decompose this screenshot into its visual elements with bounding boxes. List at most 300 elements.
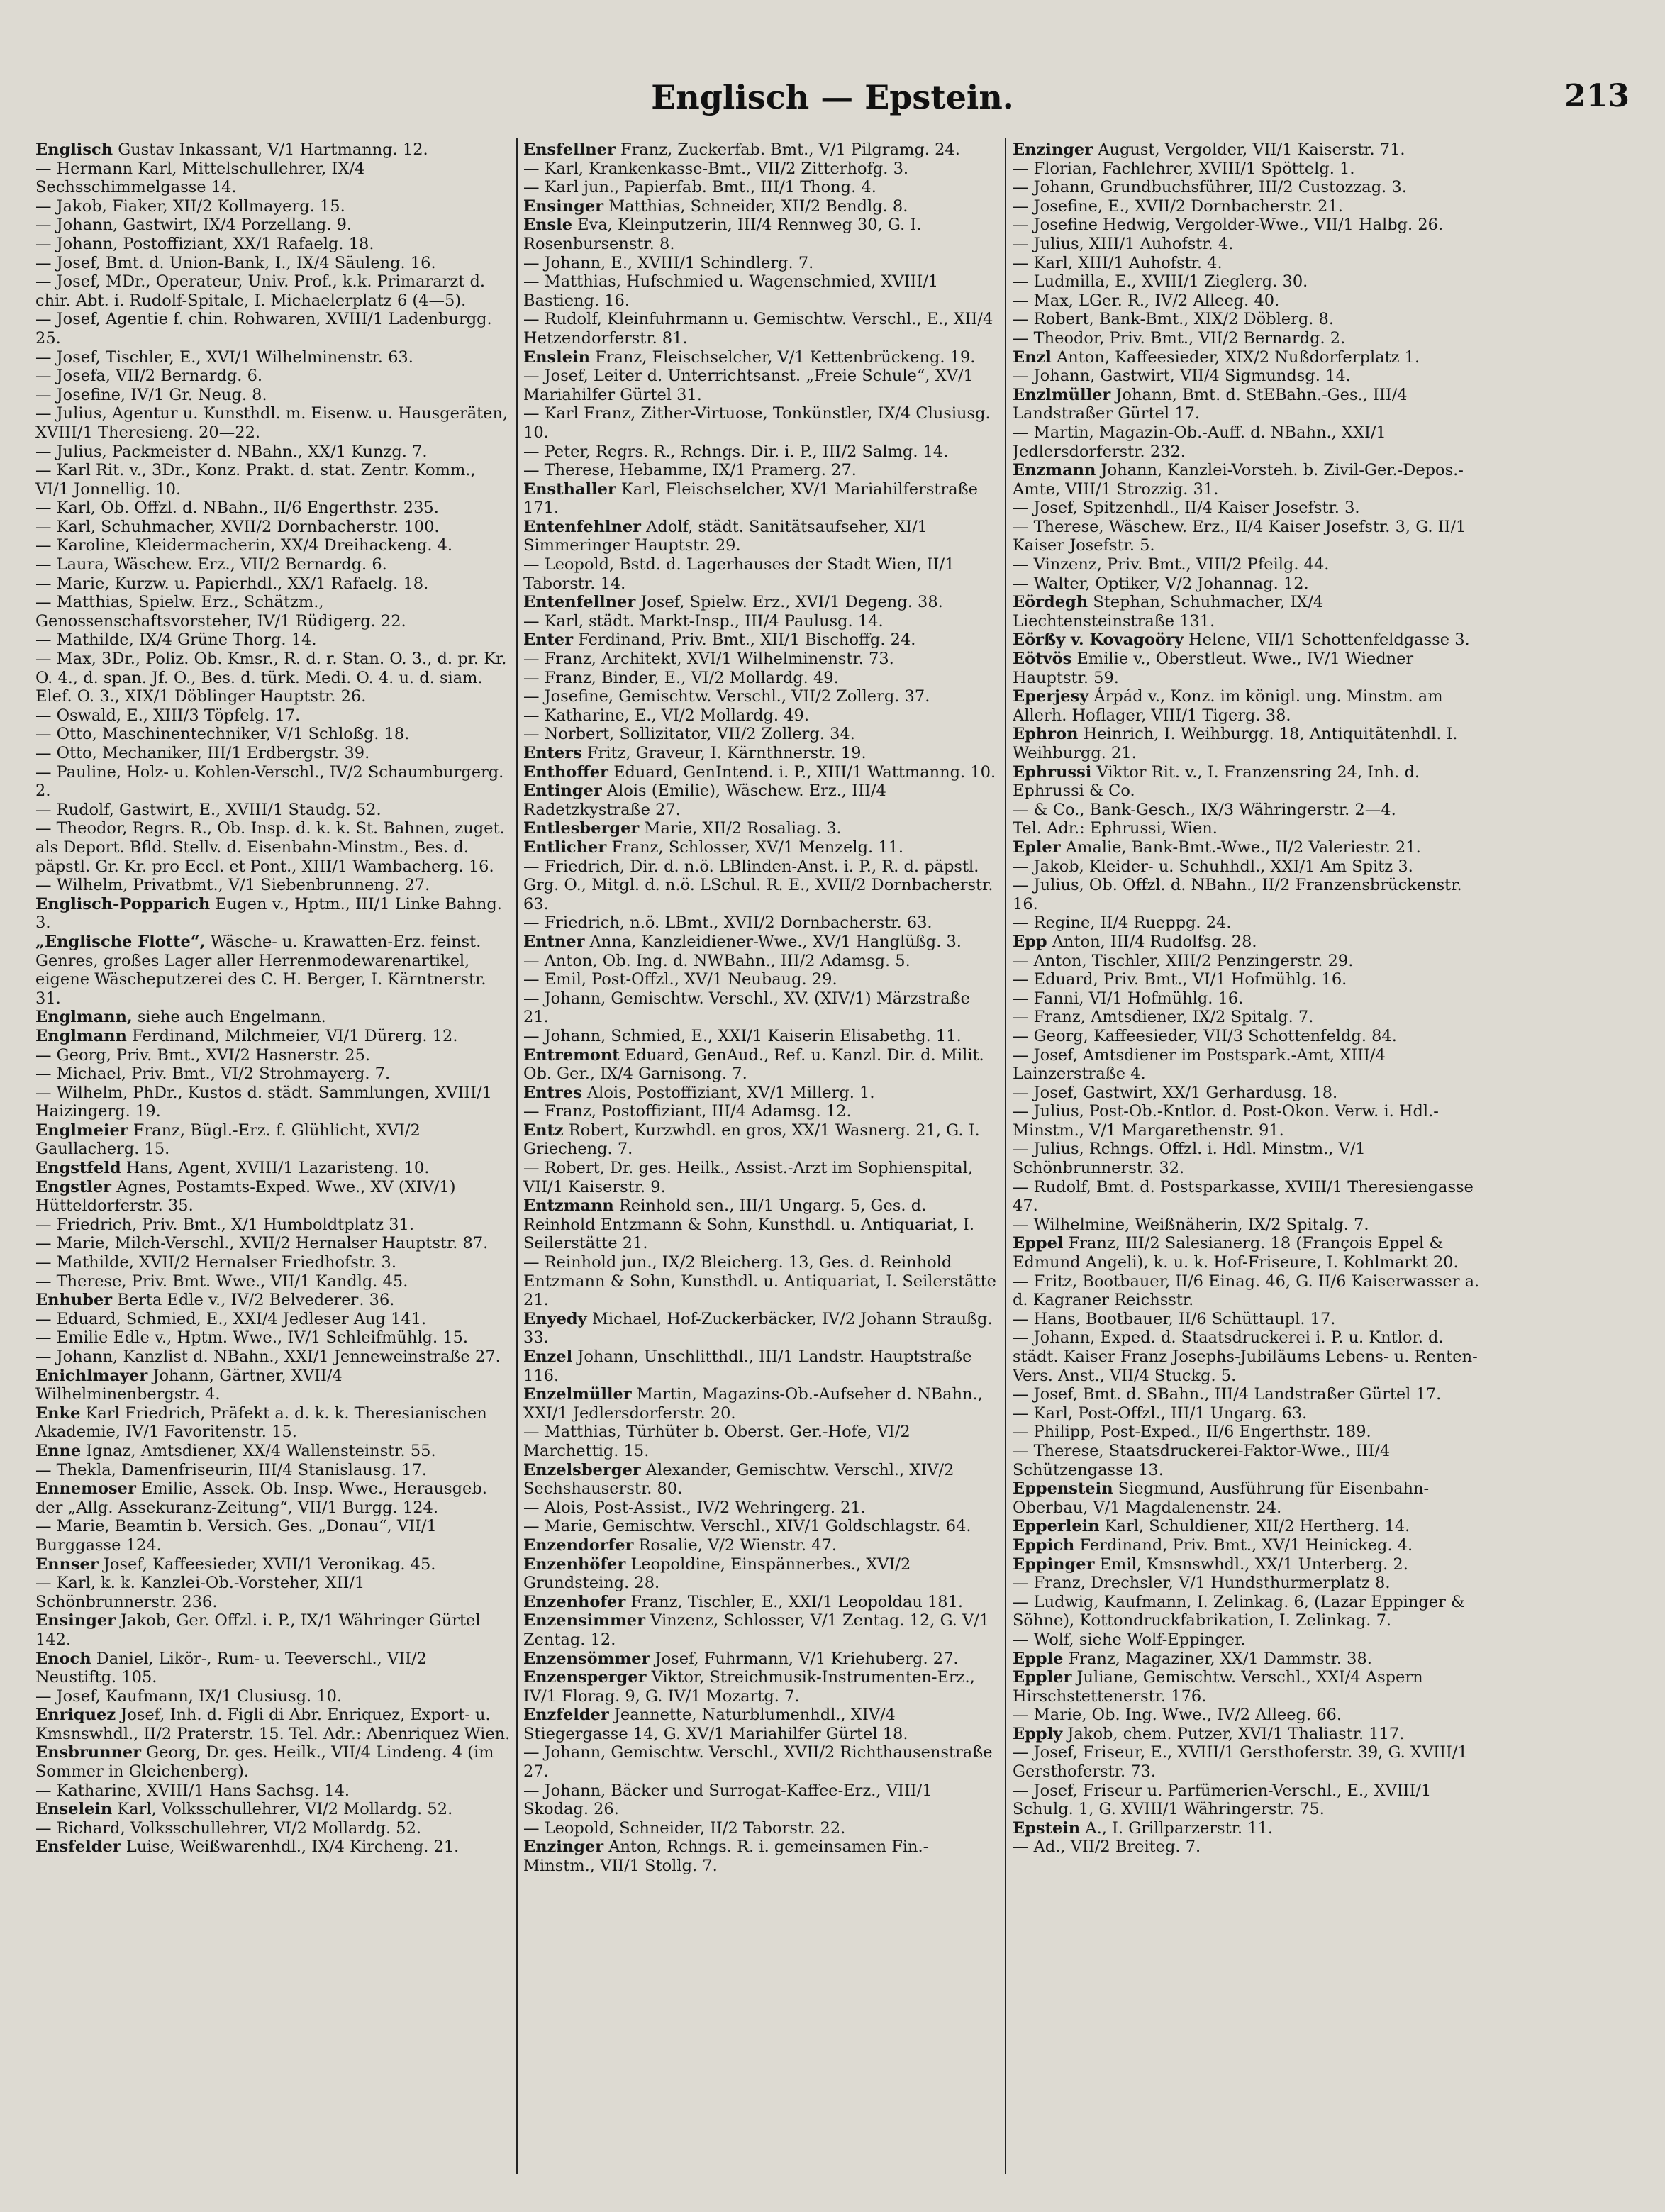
entry-surname: Ensle [523, 216, 573, 235]
directory-entry [1013, 801, 1488, 820]
directory-entry [35, 744, 511, 763]
entry-details: — Josef, Amtsdiener im Postspark.-Amt, XIII/4 Lainzerstraße 4. [1013, 1045, 1386, 1084]
directory-entry [1013, 423, 1488, 461]
directory-entry [1013, 687, 1488, 725]
entry-details: Emilie v., Oberstleut. Wwe., IV/1 Wiedner Hauptstr. 59. [1013, 650, 1414, 687]
entry-details: Johann, Unschlitthdl., III/1 Landstr. Hauptstraße 116. [523, 1347, 972, 1385]
entry-details: — Franz, Amtsdiener, IX/2 Spitalg. 7. [1013, 1008, 1314, 1027]
entry-surname: Eppich [1013, 1535, 1075, 1555]
entry-details: Anton, Rchngs. R. i. gemeinsamen Fin.-Minstm., VII/1 Stollg. 7. [523, 1838, 929, 1876]
directory-entry [35, 160, 511, 197]
entry-details: Johann, Gärtner, XVII/4 Wilhelminenbergstr. 4. [35, 1366, 343, 1404]
entry-details: — Peter, Regrs. R., Rchngs. Dir. i. P., III/2 Salmg. 14. [523, 442, 949, 461]
entry-details: — Friedrich, Priv. Bmt., X/1 Humboldtplatz 31. [35, 1215, 415, 1234]
entry-details: — Richard, Volksschullehrer, VI/2 Mollardg. 52. [35, 1818, 422, 1838]
entry-details: Tel. Adr.: Ephrussi, Wien. [1013, 819, 1218, 838]
directory-entry [35, 367, 511, 386]
directory-entry [35, 272, 511, 310]
entry-surname: Entz [523, 1121, 564, 1140]
directory-entry [1013, 1084, 1488, 1103]
entry-details: — Therese, Hebamme, IX/1 Pramerg. 27. [523, 461, 857, 480]
directory-entry [1013, 1706, 1488, 1725]
directory-entry [523, 819, 998, 838]
entry-surname: Epp [1013, 932, 1047, 951]
directory-entry [1013, 461, 1488, 499]
entry-surname: Enzensimmer [523, 1611, 645, 1630]
directory-entry [523, 1046, 998, 1084]
directory-entry [1013, 1234, 1488, 1272]
entry-details: — Karl jun., Papierfab. Bmt., III/1 Thong. 4. [523, 178, 876, 197]
directory-entry [35, 1046, 511, 1065]
entry-surname: Enzensömmer [523, 1649, 650, 1668]
entry-surname: Ensfellner [523, 140, 616, 159]
entry-details: — Matthias, Türhüter b. Oberst. Ger.-Hofe, VI/2 Marchettig. 15. [523, 1423, 911, 1460]
directory-entry [1013, 763, 1488, 801]
directory-entry [523, 1253, 998, 1310]
entry-details: — Otto, Mechaniker, III/1 Erdbergstr. 39. [35, 744, 370, 762]
entry-details: — Johann, Gastwirt, VII/4 Sigmundsg. 14. [1013, 367, 1351, 386]
entry-surname: Entzmann [523, 1196, 614, 1216]
entry-details: — Regine, II/4 Rueppg. 24. [1013, 913, 1232, 933]
entry-surname: Epply [1013, 1724, 1063, 1743]
entry-details: Vinzenz, Schlosser, V/1 Zentag. 12, G. V/1 Zentag. 12. [523, 1611, 990, 1649]
entry-details: Franz, Schlosser, XV/1 Menzelg. 11. [611, 838, 904, 857]
entry-details: — Johann, Gastwirt, IX/4 Porzellang. 9. [35, 216, 352, 235]
directory-entry [1013, 499, 1488, 518]
entry-details: — Josef, Bmt. d. Union-Bank, I., IX/4 Säuleng. 16. [35, 253, 436, 272]
directory-entry [1013, 1668, 1488, 1706]
directory-entry [35, 1291, 511, 1310]
directory-entry [35, 725, 511, 744]
entry-details: — Karl, städt. Markt-Insp., III/4 Paulusg. 14. [523, 611, 884, 630]
entry-details: Árpád v., Konz. im königl. ung. Minstm. am Allerh. Hoflager, VIII/1 Tigerg. 38. [1013, 687, 1443, 725]
entry-details: — Martin, Magazin-Ob.-Auff. d. NBahn., XXI/1 Jedlersdorferstr. 232. [1013, 423, 1386, 461]
directory-entry [35, 1253, 511, 1272]
entry-details: Anna, Kanzleidiener-Wwe., XV/1 Hanglüßg. 3. [589, 932, 962, 951]
directory-entry [35, 819, 511, 876]
entry-details: — Walter, Optiker, V/2 Johannag. 12. [1013, 574, 1309, 593]
entry-details: — Theodor, Priv. Bmt., VII/2 Bernardg. 2. [1013, 328, 1346, 348]
entry-details: Anton, Kaffeesieder, XIX/2 Nußdorferplatz 1. [1057, 348, 1420, 367]
directory-entry [35, 1178, 511, 1216]
entry-details: — Georg, Kaffeesieder, VII/3 Schottenfeldg. 84. [1013, 1026, 1397, 1045]
entry-surname: Eppel [1013, 1234, 1064, 1253]
entry-details: Adolf, städt. Sanitätsaufseher, XI/1 Simmeringer Hauptstr. 29. [523, 517, 928, 555]
entry-surname: Epler [1013, 838, 1061, 857]
directory-entry [35, 1121, 511, 1159]
entry-surname: Ensthaller [523, 479, 616, 499]
entry-details: Jakob, Ger. Offzl. i. P., IX/1 Währinger Gürtel 142. [35, 1611, 481, 1649]
entry-details: Franz, Tischler, E., XXI/1 Leopoldau 181. [630, 1592, 964, 1611]
directory-entry [1013, 1310, 1488, 1329]
entry-surname: Ensfelder [35, 1838, 121, 1857]
entry-surname: Enoch [35, 1649, 91, 1668]
directory-entry [523, 1611, 998, 1649]
entry-surname: Enselein [35, 1800, 113, 1819]
entry-details: — Marie, Gemischtw. Verschl., XIV/1 Goldschlagstr. 64. [523, 1517, 971, 1536]
directory-entry [35, 1800, 511, 1819]
directory-entry [1013, 310, 1488, 329]
directory-entry [1013, 593, 1488, 630]
entry-surname: Enzensperger [523, 1668, 647, 1687]
entry-surname: Ephrussi [1013, 762, 1092, 782]
directory-entry [35, 1479, 511, 1517]
directory-entry [523, 763, 998, 782]
directory-entry [35, 1065, 511, 1084]
directory-entry [1013, 1272, 1488, 1310]
directory-entry [1013, 989, 1488, 1008]
entry-details: — Franz, Drechsler, V/1 Hundsthurmerplatz 8. [1013, 1574, 1391, 1593]
entry-details: — Johann, Gemischtw. Verschl., XVII/2 Richthausenstraße 27. [523, 1743, 993, 1782]
entry-details: — Robert, Dr. ges. Heilk., Assist.-Arzt im Sophienspital, VII/1 Kaiserstr. 9. [523, 1159, 973, 1196]
entry-details: — Karl, XIII/1 Auhofstr. 4. [1013, 253, 1223, 272]
entry-details: — Laura, Wäschew. Erz., VII/2 Bernardg. 6. [35, 555, 387, 574]
directory-entry [523, 650, 998, 669]
entry-surname: Entenfellner [523, 593, 636, 612]
directory-entry [35, 630, 511, 650]
entry-details: — Marie, Beamtin b. Versich. Ges. „Donau“, VII/1 Burggasse 124. [35, 1517, 437, 1555]
entry-surname: Enslein [523, 348, 590, 367]
directory-entry [1013, 1008, 1488, 1027]
entry-surname: Entenfehlner [523, 517, 642, 536]
entry-details: — Leopold, Bstd. d. Lagerhauses der Stadt Wien, II/1 Taborstr. 14. [523, 555, 955, 593]
entry-details: Berta Edle v., IV/2 Belvederег. 36. [117, 1291, 395, 1310]
entry-surname: Eördegh [1013, 593, 1088, 612]
directory-entry [35, 555, 511, 574]
entry-details: — Matthias, Spielw. Erz., Schätzm., Genossenschaftsvorsteher, IV/1 Rüdigerg. 22. [35, 593, 406, 630]
directory-entry [35, 216, 511, 235]
entry-details: — Fanni, VI/1 Hofmühlg. 16. [1013, 989, 1244, 1008]
page-number: 213 [1564, 78, 1630, 114]
entry-details: Franz, Zuckerfab. Bmt., V/1 Pilgramg. 24. [620, 140, 960, 159]
directory-entry [35, 1234, 511, 1253]
directory-entry [35, 593, 511, 630]
directory-entry [1013, 197, 1488, 216]
directory-entry [523, 687, 998, 706]
entry-surname: Englmeier [35, 1121, 128, 1140]
directory-entry [1013, 1216, 1488, 1235]
directory-entry [523, 1743, 998, 1781]
entry-surname: Ensinger [35, 1611, 116, 1630]
entry-surname: Enhuber [35, 1291, 113, 1310]
directory-entry [523, 1499, 998, 1518]
entry-details: Rosalie, V/2 Wienstr. 47. [638, 1535, 837, 1555]
entry-details: — Therese, Priv. Bmt. Wwe., VII/1 Kandlg. 45. [35, 1272, 408, 1291]
directory-entry [35, 1706, 511, 1743]
directory-entry [523, 1347, 998, 1385]
directory-entry [35, 1838, 511, 1857]
entry-details: — Hans, Bootbauer, II/6 Schüttaupl. 17. [1013, 1309, 1336, 1328]
directory-entry [1013, 1178, 1488, 1216]
entry-details: Emil, Kmsnswhdl., XX/1 Unterberg. 2. [1099, 1555, 1408, 1574]
directory-entry [523, 518, 998, 555]
entry-details: Amalie, Bank-Bmt.-Wwe., II/2 Valeriestr. 21. [1065, 838, 1421, 857]
directory-entry [523, 254, 998, 273]
directory-entry [1013, 1442, 1488, 1479]
directory-entry [35, 254, 511, 273]
entry-details: Hans, Agent, XVIII/1 Lazaristeng. 10. [126, 1159, 430, 1178]
directory-entry [523, 782, 998, 819]
entry-surname: Eppenstein [1013, 1479, 1113, 1499]
directory-entry [523, 1102, 998, 1121]
directory-entry [35, 536, 511, 555]
directory-entry [35, 310, 511, 348]
column-divider [516, 138, 518, 2174]
entry-details: siehe auch Engelmann. [137, 1008, 326, 1027]
entry-surname: Enzel [523, 1347, 573, 1366]
entry-surname: Entremont [523, 1045, 620, 1065]
entry-details: — Karl, k. k. Kanzlei-Ob.-Vorsteher, XII/1 Schönbrunnerstr. 236. [35, 1574, 365, 1611]
entry-details: — Josef, MDr., Operateur, Univ. Prof., k.k. Primararzt d. chir. Abt. i. Rudolf-Spitale, I. Michaelerplatz 6 (4—5). [35, 272, 486, 310]
entry-details: Stephan, Schuhmacher, IX/4 Liechtensteinstraße 131. [1013, 593, 1324, 630]
entry-details: — Franz, Binder, E., VI/2 Mollardg. 49. [523, 668, 839, 687]
directory-entry [1013, 650, 1488, 687]
entry-details: — Therese, Wäschew. Erz., II/4 Kaiser Josefstr. 3, G. II/1 Kaiser Josefstr. 5. [1013, 517, 1466, 555]
entry-details: — Matthias, Hufschmied u. Wagenschmied, XVIII/1 Bastieng. 16. [523, 272, 939, 310]
entry-details: — Josef, Agentie f. chin. Rohwaren, XVIII/1 Ladenburgg. 25. [35, 310, 492, 348]
directory-entry [523, 593, 998, 612]
directory-entry [1013, 216, 1488, 235]
directory-entry [35, 1272, 511, 1291]
directory-entry [35, 1819, 511, 1838]
directory-entry [523, 1385, 998, 1423]
entry-details: — Max, 3Dr., Poliz. Ob. Kmsr., R. d. r. Stan. O. 3., d. pr. Kr. O. 4., d. span. Jf. O., Bes. d. türk. Medi. O. 4. u. d. siam. Elef. O. 3., XIX/1 Döblinger Hauptstr. 26. [35, 650, 507, 706]
entry-details: Emilie, Assek. Ob. Insp. Wwe., Herausgeb. der „Allg. Assekuranz-Zeitung“, VII/1 Burgg. 124. [35, 1479, 487, 1517]
entry-surname: Enzelsberger [523, 1460, 641, 1479]
entry-details: — Josefine Hedwig, Vergolder-Wwe., VII/1 Halbg. 26. [1013, 216, 1444, 235]
entry-details: — Josef, Leiter d. Unterrichtsanst. „Freie Schule“, XV/1 Mariahilfer Gürtel 31. [523, 367, 974, 404]
entry-details: — Johann, Schmied, E., XXI/1 Kaiserin Elisabethg. 11. [523, 1026, 962, 1045]
directory-entry [35, 1310, 511, 1329]
directory-entry [1013, 857, 1488, 877]
directory-entry [35, 1611, 511, 1649]
entry-details: — Anton, Tischler, XIII/2 Penzingerstr. 29. [1013, 951, 1354, 970]
directory-entry [35, 348, 511, 367]
entry-surname: Engstler [35, 1177, 112, 1196]
entry-details: Marie, XII/2 Rosaliag. 3. [644, 819, 842, 838]
entry-details: — Vinzenz, Priv. Bmt., VIII/2 Pfeilg. 44. [1013, 555, 1330, 574]
entry-details: — Emilie Edle v., Hptm. Wwe., IV/1 Schleifmühlg. 15. [35, 1328, 469, 1347]
entry-details: — Thekla, Damenfriseurin, III/4 Stanislausg. 17. [35, 1460, 427, 1479]
entry-details: — Alois, Post-Assist., IV/2 Wehringerg. 21. [523, 1498, 866, 1517]
entry-details: — Florian, Fachlehrer, XVIII/1 Spöttelg. 1. [1013, 159, 1355, 178]
directory-entry [523, 367, 998, 404]
directory-entry [1013, 1630, 1488, 1650]
entry-details: Johann, Bmt. d. StEBahn.-Ges., III/4 Landstraßer Gürtel 17. [1013, 385, 1408, 423]
directory-entry [523, 461, 998, 480]
entry-details: — Julius, Packmeister d. NBahn., XX/1 Kunzg. 7. [35, 442, 428, 461]
entry-surname: Enzl [1013, 348, 1052, 367]
entry-details: — Pauline, Holz- u. Kohlen-Verschl., IV/2 Schaumburgerg. 2. [35, 762, 504, 801]
entry-details: — Marie, Ob. Ing. Wwe., IV/2 Alleeg. 66. [1013, 1706, 1342, 1725]
entry-details: Agnes, Postamts-Exped. Wwe., XV (XIV/1) Hütteldorferstr. 35. [35, 1177, 456, 1216]
directory-entry [1013, 1404, 1488, 1423]
directory-entry [523, 838, 998, 857]
directory-entry [523, 913, 998, 933]
directory-entry [1013, 272, 1488, 291]
directory-entry [523, 1121, 998, 1159]
entry-details: — Rudolf, Bmt. d. Postsparkasse, XVIII/1 Theresiengasse 47. [1013, 1177, 1474, 1216]
directory-entry [1013, 1574, 1488, 1593]
entry-details: — Johann, Bäcker und Surrogat-Kaffee-Erz., VIII/1 Skodag. 26. [523, 1781, 932, 1819]
directory-entry [523, 197, 998, 216]
entry-details: Helene, VII/1 Schottenfeldgasse 3. [1188, 630, 1470, 650]
entry-surname: „Englische Flotte“, [35, 932, 206, 951]
directory-entry [523, 1650, 998, 1669]
entry-surname: Enthoffer [523, 762, 608, 782]
entry-surname: Enters [523, 744, 582, 762]
entry-details: Josef, Inh. d. Figli di Abr. Enriquez, Export- u. Kmsnswhdl., II/2 Praterstr. 15. Tel. Adr.: Abenriquez Wien. [35, 1706, 511, 1743]
directory-entry [523, 555, 998, 593]
entry-surname: Enzinger [1013, 140, 1093, 159]
directory-entry [1013, 178, 1488, 197]
directory-entry [35, 876, 511, 895]
entry-details: — Eduard, Priv. Bmt., VI/1 Hofmühlg. 16. [1013, 970, 1347, 989]
directory-entry [523, 216, 998, 253]
entry-surname: Entner [523, 932, 585, 951]
directory-entry [523, 1668, 998, 1706]
directory-entry [35, 1687, 511, 1706]
entry-details: — Leopold, Schneider, II/2 Taborstr. 22. [523, 1818, 846, 1838]
directory-entry [1013, 574, 1488, 594]
directory-column-3 [1013, 140, 1488, 2176]
directory-entry [35, 518, 511, 537]
entry-details: — Therese, Staatsdruckerei-Faktor-Wwe., III/4 Schützengasse 13. [1013, 1441, 1391, 1479]
entry-surname: Epstein [1013, 1818, 1081, 1838]
directory-entry [523, 1706, 998, 1743]
entry-details: — Friedrich, n.ö. LBmt., XVII/2 Dornbacherstr. 63. [523, 913, 932, 933]
entry-details: — Franz, Architekt, XVI/1 Wilhelminenstr. 73. [523, 650, 894, 669]
entry-details: Jakob, chem. Putzer, XVI/1 Thaliastr. 117. [1067, 1724, 1405, 1743]
directory-entry [523, 140, 998, 160]
entry-details: — & Co., Bank-Gesch., IX/3 Währingerstr. 2—4. [1013, 800, 1396, 819]
entry-details: Daniel, Likör-, Rum- u. Teeverschl., VII/2 Neustiftg. 105. [35, 1649, 427, 1687]
entry-details: Juliane, Gemischtw. Verschl., XXI/4 Aspern Hirschstettenerstr. 176. [1013, 1668, 1423, 1706]
directory-entry [35, 499, 511, 518]
entry-details: — Karl, Schuhmacher, XVII/2 Dornbacherstr. 100. [35, 517, 440, 536]
directory-entry [1013, 1819, 1488, 1838]
entry-surname: Entlesberger [523, 819, 640, 838]
entry-details: Josef, Kaffeesieder, XVII/1 Veronikag. 45. [103, 1555, 436, 1574]
entry-surname: Epperlein [1013, 1517, 1100, 1536]
directory-entry [523, 1838, 998, 1875]
entry-details: — Josef, Kaufmann, IX/1 Clusiusg. 10. [35, 1686, 343, 1706]
entry-details: Alexander, Gemischtw. Verschl., XIV/2 Sechshauserstr. 80. [523, 1460, 954, 1499]
directory-entry [35, 1216, 511, 1235]
entry-details: Reinhold sen., III/1 Ungarg. 5, Ges. d. Reinhold Entzmann & Sohn, Kunsthdl. u. Antiquariat, I. Seilerstätte 21. [523, 1196, 974, 1253]
entry-details: — Josef, Gastwirt, XX/1 Gerhardusg. 18. [1013, 1083, 1338, 1102]
entry-details: — Johann, Postoffiziant, XX/1 Rafaelg. 18. [35, 234, 374, 253]
entry-details: Viktor, Streichmusik-Instrumenten-Erz., IV/1 Florag. 9, G. IV/1 Mozartg. 7. [523, 1668, 975, 1706]
entry-details: — Josefine, E., XVII/2 Dornbacherstr. 21. [1013, 196, 1343, 216]
entry-details: — Josefine, Gemischtw. Verschl., VII/2 Zollerg. 37. [523, 687, 930, 706]
directory-entry [35, 1328, 511, 1347]
entry-surname: Enyedy [523, 1309, 587, 1328]
entry-details: Franz, III/2 Salesianerg. 18 (François Eppel & Edmund Angeli), k. u. k. Hof-Friseure, I. Kohlmarkt 20. [1013, 1234, 1459, 1272]
entry-details: — Ludmilla, E., XVIII/1 Zieglerg. 30. [1013, 272, 1308, 291]
entry-details: — Julius, Ob. Offzl. d. NBahn., II/2 Franzensbrückenstr. 16. [1013, 876, 1462, 913]
directory-entry [35, 1461, 511, 1480]
entry-details: — Karoline, Kleidermacherin, XX/4 Dreihackeng. 4. [35, 536, 453, 555]
entry-details: — Karl Rit. v., 3Dr., Konz. Prakt. d. stat. Zentr. Komm., VI/1 Jonnellig. 10. [35, 461, 476, 499]
directory-entry [35, 650, 511, 706]
directory-entry [35, 1084, 511, 1121]
directory-entry [1013, 140, 1488, 160]
entry-surname: Enzmann [1013, 461, 1096, 480]
directory-entry [1013, 1385, 1488, 1404]
entry-details: — Rudolf, Gastwirt, E., XVIII/1 Staudg. 52. [35, 800, 382, 819]
entry-details: Alois (Emilie), Wäschew. Erz., III/4 Radetzkystraße 27. [523, 782, 886, 819]
entry-details: Wäsche- u. Krawatten-Erz. feinst. Genres, großes Lager aller Herrenmodewarenartikel, eigene Wäscheputzerei des C. H. Berger, I. Kärntnerstr. 31. [35, 932, 486, 1008]
entry-surname: Entinger [523, 782, 602, 801]
entry-details: Franz, Bügl.-Erz. f. Glühlicht, XVI/2 Gaullacherg. 15. [35, 1121, 421, 1159]
entry-details: Karl, Fleischselcher, XV/1 Mariahilferstraße 171. [523, 479, 978, 518]
directory-entry [523, 706, 998, 726]
entry-details: Karl, Volksschullehrer, VI/2 Mollardg. 52. [117, 1800, 453, 1819]
entry-details: Jeannette, Naturblumenhdl., XIV/4 Stiegergasse 14, G. XV/1 Mariahilfer Gürtel 18. [523, 1706, 908, 1743]
entry-surname: Eörßy v. Kovagoöry [1013, 630, 1184, 650]
directory-entry [523, 272, 998, 310]
directory-entry [35, 197, 511, 216]
entry-details: Franz, Magaziner, XX/1 Dammstr. 38. [1068, 1649, 1372, 1668]
entry-surname: Enichlmayer [35, 1366, 148, 1385]
entry-details: Karl Friedrich, Präfekt a. d. k. k. Theresianischen Akademie, IV/1 Favoritenstr. 15. [35, 1404, 487, 1442]
entry-details: August, Vergolder, VII/1 Kaiserstr. 71. [1098, 140, 1405, 159]
directory-entry [1013, 1782, 1488, 1819]
directory-entry [1013, 1140, 1488, 1177]
entry-details: — Jakob, Fiaker, XII/2 Kollmayerg. 15. [35, 196, 345, 216]
entry-details: Viktor Rit. v., I. Franzensring 24, Inh. d. Ephrussi & Co. [1013, 762, 1420, 801]
entry-details: Leopoldine, Einspännerbes., XVI/2 Grundsteing. 28. [523, 1555, 911, 1593]
entry-details: — Julius, Rchngs. Offzl. i. Hdl. Minstm., V/1 Schönbrunnerstr. 32. [1013, 1140, 1366, 1178]
directory-entry [35, 1574, 511, 1611]
entry-details: — Katharine, E., VI/2 Mollardg. 49. [523, 706, 809, 725]
entry-details: — Josef, Friseur u. Parfümerien-Verschl., E., XVIII/1 Schulg. 1, G. XVIII/1 Währingerstr. 75. [1013, 1781, 1432, 1819]
entry-details: — Rudolf, Kleinfuhrmann u. Gemischtw. Verschl., E., XII/4 Hetzendorferstr. 81. [523, 310, 993, 348]
entry-surname: Enne [35, 1441, 82, 1460]
directory-entry [523, 310, 998, 348]
entry-surname: Eötvös [1013, 650, 1072, 669]
entry-surname: Englmann, [35, 1008, 133, 1027]
directory-entry [1013, 630, 1488, 650]
entry-details: — Georg, Priv. Bmt., XVI/2 Hasnerstr. 25. [35, 1045, 371, 1065]
directory-entry [1013, 838, 1488, 857]
entry-details: — Josefine, IV/1 Gr. Neug. 8. [35, 385, 267, 404]
entry-surname: Ephron [1013, 725, 1079, 744]
entry-surname: Enzenhofer [523, 1592, 626, 1611]
directory-entry [523, 1536, 998, 1555]
directory-entry [523, 1084, 998, 1103]
directory-entry [35, 1008, 511, 1027]
entry-surname: Enzfelder [523, 1706, 609, 1725]
entry-surname: Enzlmüller [1013, 385, 1111, 404]
entry-details: — Johann, Kanzlist d. NBahn., XXI/1 Jenneweinstraße 27. [35, 1347, 501, 1366]
directory-entry [1013, 970, 1488, 989]
entry-surname: Enke [35, 1404, 81, 1423]
entry-details: — Wilhelm, PhDr., Kustos d. städt. Sammlungen, XVIII/1 Haizingerg. 19. [35, 1083, 492, 1121]
entry-details: — Wilhelmine, Weißnäherin, IX/2 Spitalg. 7. [1013, 1215, 1369, 1234]
entry-details: — Mathilde, XVII/2 Hernalser Friedhofstr. 3. [35, 1253, 396, 1272]
entry-surname: Englisch-Popparich [35, 894, 211, 913]
entry-details: — Josef, Spitzenhdl., II/4 Kaiser Josefstr. 3. [1013, 499, 1360, 518]
entry-details: Ferdinand, Milchmeier, VI/1 Dürerg. 12. [132, 1026, 458, 1045]
entry-details: — Jakob, Kleider- u. Schuhhdl., XXI/1 Am Spitz 3. [1013, 857, 1413, 876]
directory-entry [1013, 386, 1488, 423]
entry-details: Johann, Kanzlei-Vorsteh. b. Zivil-Ger.-Depos.-Amte, VIII/1 Strozzig. 31. [1013, 461, 1464, 499]
entry-details: — Norbert, Sollizitator, VII/2 Zollerg. 34. [523, 725, 855, 744]
directory-entry [35, 574, 511, 594]
directory-column-1 [35, 140, 511, 2176]
